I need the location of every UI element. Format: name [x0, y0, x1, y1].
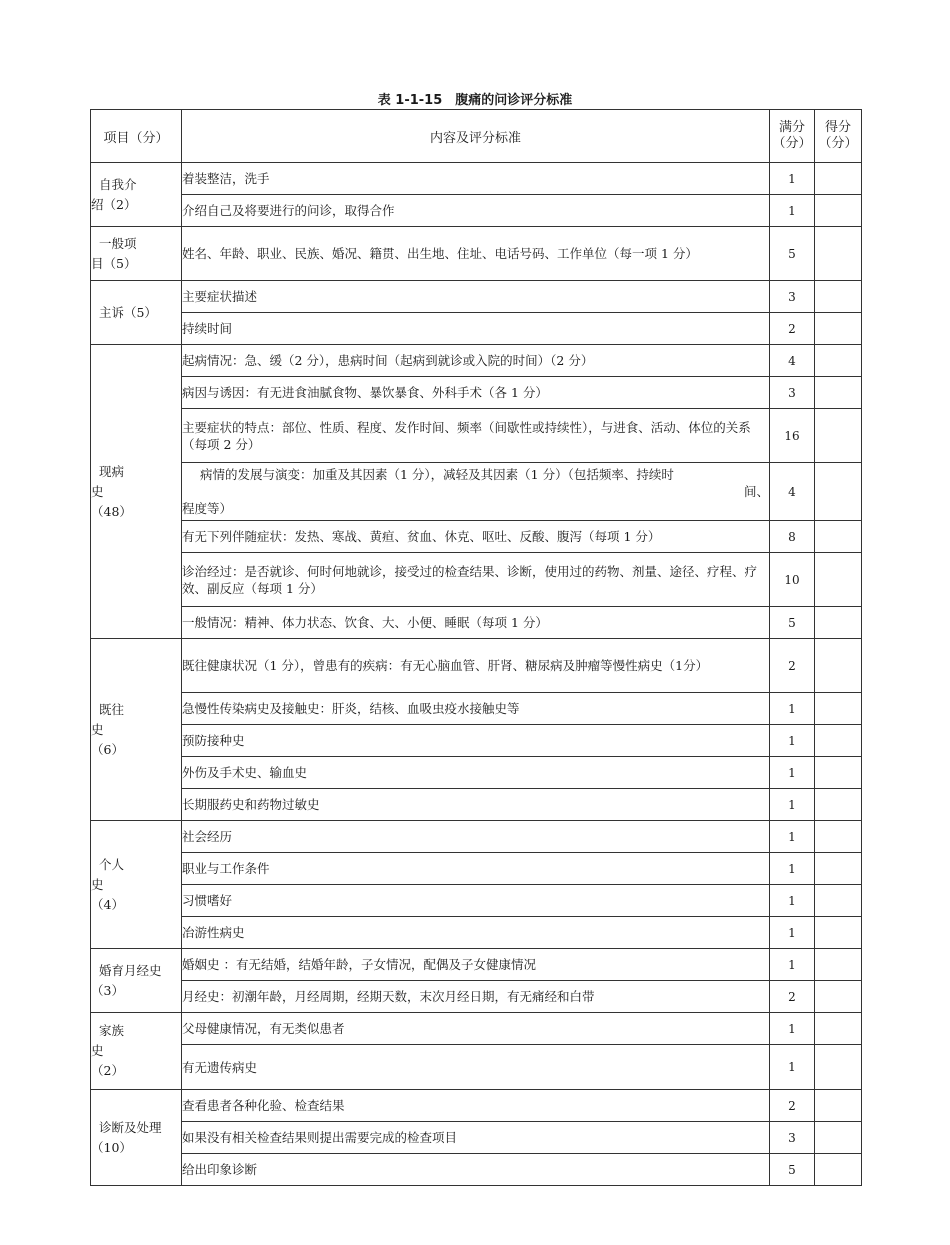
- category-cell: [91, 949, 182, 1013]
- got-score-cell[interactable]: [815, 949, 862, 981]
- criteria-cell: 月经史：初潮年龄，月经周期，经期天数，末次月经日期，有无痛经和白带: [182, 981, 770, 1013]
- full-score-cell: 16: [770, 409, 815, 463]
- full-score-cell: 3: [770, 377, 815, 409]
- header-full-score: 满分 （分）: [770, 110, 815, 163]
- got-score-cell[interactable]: [815, 463, 862, 521]
- full-score-cell: 1: [770, 1045, 815, 1090]
- got-score-cell[interactable]: [815, 1154, 862, 1186]
- got-score-cell[interactable]: [815, 693, 862, 725]
- criteria-cell: 查看患者各种化验、检查结果: [182, 1090, 770, 1122]
- category-cell: [91, 227, 182, 281]
- got-score-cell[interactable]: [815, 227, 862, 281]
- header-item: 项目（分）: [91, 110, 182, 163]
- category-label: 现病: [91, 463, 124, 479]
- category-label: 史: [91, 483, 104, 499]
- category-cell: [91, 1090, 182, 1186]
- got-score-cell[interactable]: [815, 1013, 862, 1045]
- full-score-cell: 1: [770, 949, 815, 981]
- category-cell: [91, 163, 182, 227]
- full-score-cell: 2: [770, 1090, 815, 1122]
- category-label: 既往: [91, 701, 124, 717]
- category-cell: [91, 281, 182, 345]
- table-row: [91, 195, 862, 227]
- table-title: 表 1-1-15 腹痛的问诊评分标准: [377, 93, 573, 108]
- category-label: 个人: [91, 856, 124, 872]
- table-row: [91, 1090, 862, 1122]
- full-score-cell: 1: [770, 725, 815, 757]
- full-score-cell: 1: [770, 1013, 815, 1045]
- criteria-line: 程度等）: [182, 501, 233, 516]
- category-label: （4）: [91, 896, 124, 912]
- table-row: [91, 821, 862, 853]
- table-row: [91, 345, 862, 377]
- criteria-line: 间、: [743, 484, 769, 499]
- category-label: 史: [91, 721, 104, 737]
- category-label: 目（5）: [91, 255, 137, 271]
- criteria-cell: 习惯嗜好: [182, 885, 770, 917]
- table-row: [91, 789, 862, 821]
- got-score-cell[interactable]: [815, 853, 862, 885]
- got-score-cell[interactable]: [815, 553, 862, 607]
- got-score-cell[interactable]: [815, 345, 862, 377]
- criteria-cell: 介绍自己及将要进行的问诊，取得合作: [182, 195, 770, 227]
- full-score-cell: 1: [770, 693, 815, 725]
- category-label: 家族: [91, 1023, 124, 1038]
- table-row: [91, 607, 862, 639]
- category-label: （10）: [91, 1139, 132, 1155]
- got-score-cell[interactable]: [815, 377, 862, 409]
- got-score-cell[interactable]: [815, 163, 862, 195]
- header-content: 内容及评分标准: [182, 110, 770, 163]
- got-score-cell[interactable]: [815, 821, 862, 853]
- criteria-cell: 长期服药史和药物过敏史: [182, 789, 770, 821]
- table-row: [91, 981, 862, 1013]
- criteria-line: 病情的发展与演变：加重及其因素（1 分），减轻及其因素（1 分）（包括频率、持续时: [200, 467, 674, 482]
- table-row: [91, 463, 862, 521]
- category-label: （2）: [91, 1063, 124, 1078]
- category-cell: [91, 821, 182, 949]
- table-row: [91, 377, 862, 409]
- category-label: 诊断及处理: [91, 1119, 162, 1135]
- header-row: [91, 110, 862, 163]
- full-score-cell: 3: [770, 1122, 815, 1154]
- criteria-cell: [182, 463, 770, 521]
- table-row: [91, 1045, 862, 1090]
- table-row: [91, 313, 862, 345]
- full-score-cell: 2: [770, 639, 815, 693]
- criteria-cell: 如果没有相关检查结果则提出需要完成的检查项目: [182, 1122, 770, 1154]
- criteria-cell: 冶游性病史: [182, 917, 770, 949]
- table-row: [91, 949, 862, 981]
- full-score-cell: 1: [770, 853, 815, 885]
- got-score-cell[interactable]: [815, 409, 862, 463]
- got-score-cell[interactable]: [815, 757, 862, 789]
- got-score-cell[interactable]: [815, 313, 862, 345]
- table-row: [91, 853, 862, 885]
- got-score-cell[interactable]: [815, 1090, 862, 1122]
- table-row: [91, 757, 862, 789]
- criteria-cell: 外伤及手术史、输血史: [182, 757, 770, 789]
- full-score-cell: 1: [770, 917, 815, 949]
- criteria-cell: 父母健康情况，有无类似患者: [182, 1013, 770, 1045]
- criteria-cell: 起病情况：急、缓（2 分），患病时间（起病到就诊或入院的时间）（2 分）: [182, 345, 770, 377]
- table-row: [91, 553, 862, 607]
- criteria-cell: 主要症状描述: [182, 281, 770, 313]
- category-label: 史: [91, 876, 104, 892]
- full-score-cell: 1: [770, 757, 815, 789]
- criteria-cell: 职业与工作条件: [182, 853, 770, 885]
- criteria-cell: 病因与诱因：有无进食油腻食物、暴饮暴食、外科手术（各 1 分）: [182, 377, 770, 409]
- got-score-cell[interactable]: [815, 639, 862, 693]
- table-row: [91, 885, 862, 917]
- table-row: [91, 917, 862, 949]
- table-row: [91, 639, 862, 693]
- table-row: [91, 281, 862, 313]
- full-score-cell: 1: [770, 163, 815, 195]
- full-score-cell: 4: [770, 345, 815, 377]
- got-score-cell[interactable]: [815, 885, 862, 917]
- criteria-cell: 急慢性传染病史及接触史：肝炎，结核、血吸虫疫水接触史等: [182, 693, 770, 725]
- got-score-cell[interactable]: [815, 981, 862, 1013]
- full-score-cell: 4: [770, 463, 815, 521]
- category-label: （48）: [91, 503, 132, 519]
- full-score-cell: 1: [770, 821, 815, 853]
- table-row: [91, 1013, 862, 1045]
- header-got-score: 得分 （分）: [815, 110, 862, 163]
- criteria-cell: 姓名、年龄、职业、民族、婚况、籍贯、出生地、住址、电话号码、工作单位（每一项 1 分）: [182, 227, 770, 281]
- criteria-cell: 既往健康状况（1 分），曾患有的疾病：有无心脑血管、肝肾、糖尿病及肿瘤等慢性病史（1分）: [182, 639, 770, 693]
- category-label: 绍（2）: [91, 196, 137, 212]
- full-score-cell: 2: [770, 313, 815, 345]
- table-row: [91, 227, 862, 281]
- got-score-cell[interactable]: [815, 281, 862, 313]
- category-label: （3）: [91, 982, 124, 998]
- criteria-cell: 有无遗传病史: [182, 1045, 770, 1090]
- criteria-cell: 着装整洁，洗手: [182, 163, 770, 195]
- full-score-cell: 5: [770, 227, 815, 281]
- full-score-cell: 1: [770, 789, 815, 821]
- criteria-cell: 社会经历: [182, 821, 770, 853]
- criteria-cell: 持续时间: [182, 313, 770, 345]
- category-label: （6）: [91, 741, 124, 757]
- got-score-cell[interactable]: [815, 195, 862, 227]
- got-score-cell[interactable]: [815, 789, 862, 821]
- criteria-cell: 一般情况：精神、体力状态、饮食、大、小便、睡眠（每项 1 分）: [182, 607, 770, 639]
- got-score-cell[interactable]: [815, 1045, 862, 1090]
- full-score-cell: 8: [770, 521, 815, 553]
- table-row: [91, 1122, 862, 1154]
- got-score-cell[interactable]: [815, 917, 862, 949]
- criteria-cell: 给出印象诊断: [182, 1154, 770, 1186]
- category-label: 自我介: [91, 176, 137, 192]
- got-score-cell[interactable]: [815, 725, 862, 757]
- got-score-cell[interactable]: [815, 1122, 862, 1154]
- criteria-cell: 预防接种史: [182, 725, 770, 757]
- table-row: [91, 1154, 862, 1186]
- full-score-cell: 2: [770, 981, 815, 1013]
- category-cell: [91, 639, 182, 821]
- category-label: 婚育月经史: [91, 962, 162, 978]
- table-row: [91, 521, 862, 553]
- full-score-cell: 5: [770, 607, 815, 639]
- category-label: 主诉（5）: [91, 304, 157, 320]
- criteria-cell: 主要症状的特点：部位、性质、程度、发作时间、频率（间歇性或持续性），与进食、活动、体位的关系（每项 2 分）: [182, 409, 770, 463]
- category-label: 一般项: [91, 235, 137, 251]
- criteria-cell: 诊治经过：是否就诊、何时何地就诊，接受过的检查结果、诊断，使用过的药物、剂量、途径、疗程、疗效、副反应（每项 1 分）: [182, 553, 770, 607]
- table-row: [91, 163, 862, 195]
- got-score-cell[interactable]: [815, 521, 862, 553]
- category-cell: [91, 345, 182, 639]
- table-row: [91, 725, 862, 757]
- full-score-cell: 10: [770, 553, 815, 607]
- table-row: [91, 693, 862, 725]
- got-score-cell[interactable]: [815, 607, 862, 639]
- category-cell: [91, 1013, 182, 1090]
- table-row: [91, 409, 862, 463]
- full-score-cell: 1: [770, 885, 815, 917]
- full-score-cell: 1: [770, 195, 815, 227]
- criteria-cell: 婚姻史 ：有无结婚，结婚年龄，子女情况，配偶及子女健康情况: [182, 949, 770, 981]
- scoring-table: [90, 109, 862, 1186]
- category-label: 史: [91, 1043, 104, 1058]
- criteria-cell: 有无下列伴随症状：发热、寒战、黄疸、贫血、休克、呕吐、反酸、腹泻（每项 1 分）: [182, 521, 770, 553]
- full-score-cell: 3: [770, 281, 815, 313]
- full-score-cell: 5: [770, 1154, 815, 1186]
